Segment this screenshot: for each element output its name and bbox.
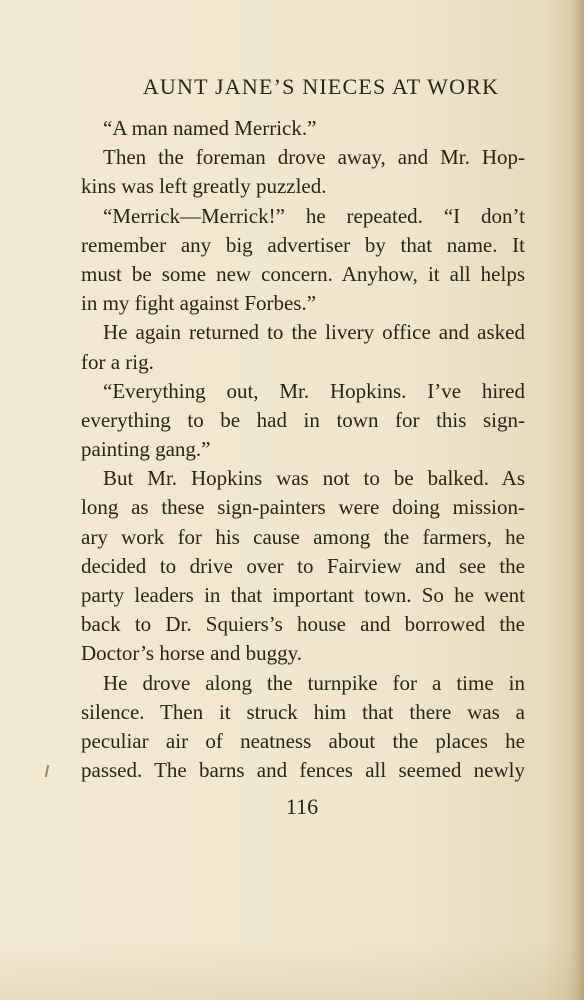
text-line: Then the foreman drove away, and Mr. Hop- (103, 145, 525, 170)
text-line: kins was left greatly puzzled. (81, 174, 327, 199)
text-line: “Everything out, Mr. Hopkins. I’ve hired (103, 378, 525, 403)
margin-mark (45, 765, 49, 777)
text-line: back to Dr. Squiers’s house and borrowed the (81, 612, 525, 637)
page-edge-shadow (570, 0, 584, 1000)
text-line: Doctor’s horse and buggy. (81, 641, 303, 666)
text-line: party leaders in that important town. So he went (81, 583, 525, 607)
text-line: decided to drive over to Fairview and see the (81, 553, 525, 578)
page-number: 116 (285, 794, 319, 819)
text-line: But Mr. Hopkins was not to be balked. As (103, 466, 525, 491)
text-line: He drove along the turnpike for a time in (103, 670, 525, 695)
text-line: peculiar air of neatness about the places he (81, 728, 525, 753)
text-line: for a rig. (81, 349, 154, 374)
text-line: passed. The barns and fences all seemed newly (81, 758, 525, 783)
text-line: everything to be had in town for this sign- (81, 407, 525, 432)
text-line: painting gang.” (81, 437, 211, 462)
text-line: remember any big advertiser by that name. It (81, 232, 525, 257)
page-bottom-shadow (0, 942, 584, 1000)
text-line: in my fight against Forbes.” (81, 291, 317, 316)
running-head: AUNT JANE’S NIECES AT WORK (142, 74, 500, 99)
text-line: must be some new concern. Anyhow, it all helps (81, 261, 525, 286)
text-line: “A man named Merrick.” (103, 116, 317, 140)
page-text (81, 114, 525, 785)
text-line: ary work for his cause among the farmers, he (81, 524, 525, 549)
text-line: “Merrick—Merrick!” he repeated. “I don’t (103, 203, 525, 228)
text-line: silence. Then it struck him that there was a (81, 699, 525, 724)
text-line: He again returned to the livery office and asked (103, 320, 525, 345)
text-line: long as these sign-painters were doing mission- (81, 495, 525, 520)
